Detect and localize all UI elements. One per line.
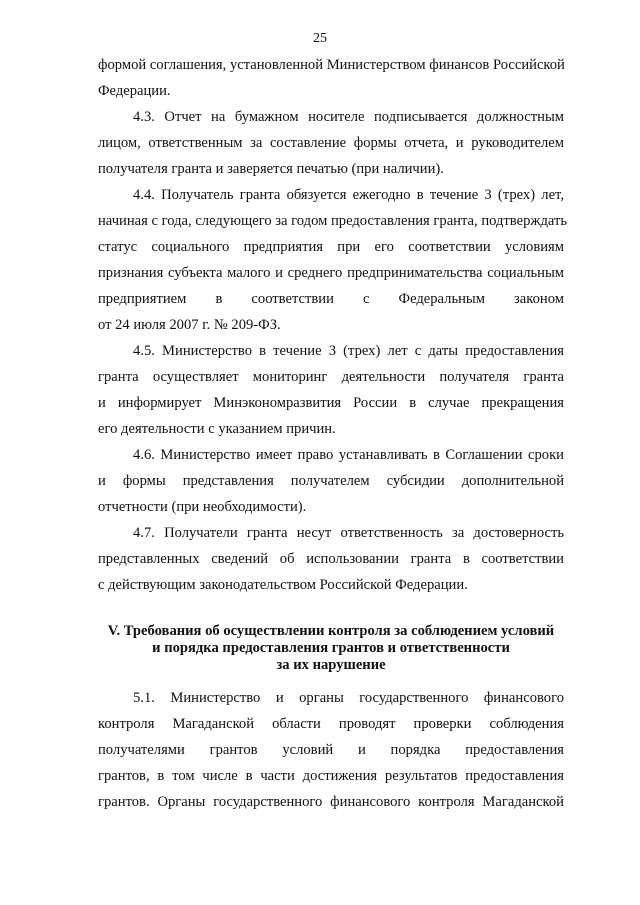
section-heading: за их нарушение bbox=[276, 657, 386, 673]
paragraph-4-7-line: 4.7. Получатели гранта несут ответственность за достоверность bbox=[133, 525, 564, 541]
paragraph-5-1-line: 5.1. Министерство и органы государственного финансового bbox=[133, 690, 564, 706]
paragraph-5-1-line: получателями грантов условий и порядка предоставления bbox=[98, 742, 564, 758]
section-heading: и порядка предоставления грантов и ответственности bbox=[152, 640, 510, 656]
section-heading: V. Требования об осуществлении контроля за соблюдением условий bbox=[107, 623, 555, 639]
paragraph-4-4-line: 4.4. Получатель гранта обязуется ежегодно в течение 3 (трех) лет, bbox=[133, 187, 564, 203]
paragraph-4-6-line: и формы представления получателем субсидии дополнительной bbox=[98, 473, 564, 489]
paragraph-4-5-line: 4.5. Министерство в течение 3 (трех) лет с даты предоставления bbox=[133, 343, 564, 359]
paragraph-4-4-line: признания субъекта малого и среднего предпринимательства социальным bbox=[98, 265, 564, 281]
paragraph-4-4-line: статус социального предприятия при его соответствии условиям bbox=[98, 239, 564, 255]
paragraph-4-3-line: лицом, ответственным за составление формы отчета, и руководителем bbox=[98, 135, 564, 151]
paragraph-line: формой соглашения, установленной Министерством финансов Российской bbox=[98, 57, 565, 73]
paragraph-4-4-line: предприятием в соответствии с Федеральным законом bbox=[98, 291, 564, 307]
paragraph-4-3-line: 4.3. Отчет на бумажном носителе подписывается должностным bbox=[133, 109, 564, 125]
paragraph-4-7-line: представленных сведений об использовании гранта в соответствии bbox=[98, 551, 564, 567]
paragraph-4-6-line: отчетности (при необходимости). bbox=[98, 499, 307, 515]
paragraph-4-6-line: 4.6. Министерство имеет право устанавливать в Соглашении сроки bbox=[133, 447, 564, 463]
page-number: 25 bbox=[313, 31, 327, 46]
paragraph-4-4-line: от 24 июля 2007 г. № 209-ФЗ. bbox=[98, 317, 281, 333]
paragraph-line: Федерации. bbox=[98, 83, 171, 99]
paragraph-4-5-line: его деятельности с указанием причин. bbox=[98, 421, 336, 437]
paragraph-4-4-line: начиная с года, следующего за годом предоставления гранта, подтверждать bbox=[98, 213, 568, 229]
paragraph-4-7-line: с действующим законодательством Российской Федерации. bbox=[98, 577, 468, 593]
paragraph-4-5-line: гранта осуществляет мониторинг деятельности получателя гранта bbox=[98, 369, 564, 385]
paragraph-5-1-line: контроля Магаданской области проводят проверки соблюдения bbox=[98, 716, 564, 732]
paragraph-5-1-line: грантов, в том числе в части достижения результатов предоставления bbox=[98, 768, 564, 784]
paragraph-5-1-line: грантов. Органы государственного финансового контроля Магаданской bbox=[98, 794, 564, 810]
paragraph-4-5-line: и информирует Минэкономразвития России в случае прекращения bbox=[98, 395, 564, 411]
paragraph-4-3-line: получателя гранта и заверяется печатью (при наличии). bbox=[98, 161, 444, 177]
